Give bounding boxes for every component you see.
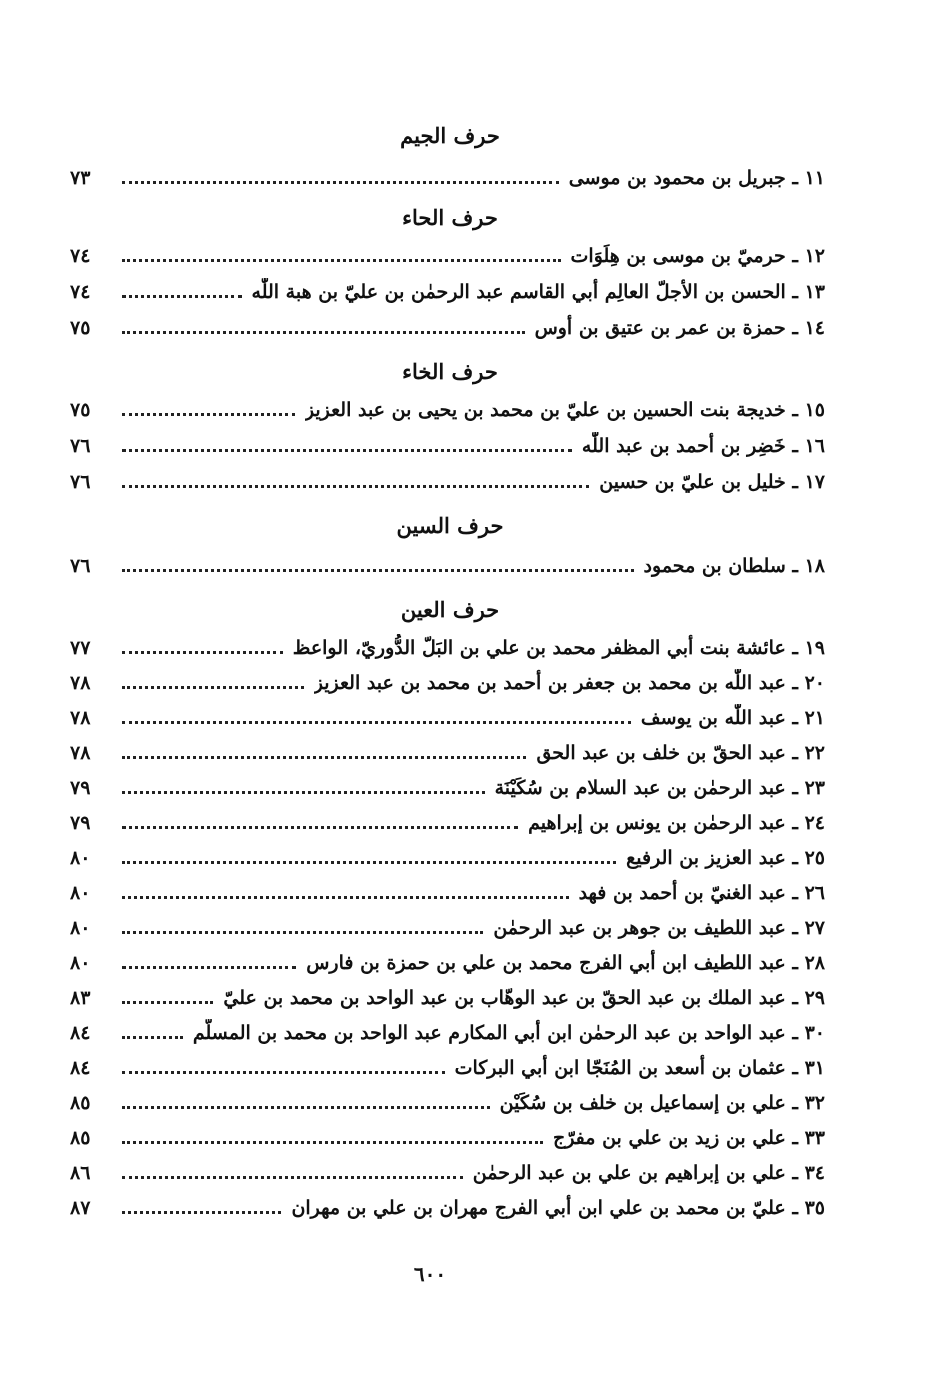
dot-leader [122, 413, 295, 416]
entry-title: ٢٥ ـ عبد العزيز بن الرفيع [626, 847, 825, 869]
entry-page-number: ٧٦ [70, 435, 91, 457]
dot-leader [122, 931, 483, 934]
dot-leader [122, 1176, 463, 1179]
index-entry [70, 702, 825, 732]
index-entry [70, 394, 825, 424]
index-entry [70, 430, 825, 460]
dot-leader [122, 651, 283, 654]
dot-leader [122, 826, 518, 829]
dot-leader [122, 331, 525, 334]
entry-page-number: ٨٤ [70, 1057, 91, 1079]
index-entry [70, 737, 825, 767]
entry-title: ٢٤ ـ عبد الرحمٰن بن يونس بن إبراهيم [528, 812, 825, 834]
entry-page-number: ٨٤ [70, 1022, 91, 1044]
dot-leader [122, 485, 589, 488]
dot-leader [122, 861, 616, 864]
dot-leader [122, 686, 304, 689]
dot-leader [122, 791, 485, 794]
index-entry [70, 162, 825, 192]
index-entry [70, 632, 825, 662]
index-entry [70, 1192, 825, 1222]
dot-leader [122, 569, 634, 572]
entry-page-number: ٨٠ [70, 952, 91, 974]
dot-leader [122, 966, 296, 969]
entry-title: ٢٦ ـ عبد الغنيّ بن أحمد بن فهد [578, 882, 825, 904]
index-entry [70, 1017, 825, 1047]
dot-leader [122, 1141, 543, 1144]
entry-page-number: ٧٦ [70, 555, 91, 577]
entry-page-number: ٧٦ [70, 471, 91, 493]
entry-title: ١٣ ـ الحسن بن الأجلّ العالِم أبي القاسم عبد الرحمٰن بن عليّ بن هبة اللّٰه [251, 281, 825, 303]
entry-page-number: ٨٦ [70, 1162, 91, 1184]
dot-leader [122, 896, 569, 899]
entry-title: ٢٠ ـ عبد اللّٰه بن محمد بن جعفر بن أحمد بن محمد بن عبد العزيز [313, 672, 825, 694]
entry-title: ٢٨ ـ عبد اللطيف ابن أبي الفرج محمد بن علي بن حمزة بن فارس [306, 952, 825, 974]
index-entry [70, 466, 825, 496]
entry-page-number: ٨٠ [70, 847, 91, 869]
entry-title: ٣٤ ـ علي بن إبراهيم بن علي بن عبد الرحمٰن [472, 1162, 825, 1184]
dot-leader [122, 1001, 213, 1004]
dot-leader [122, 756, 526, 759]
index-entry [70, 947, 825, 977]
dot-leader [122, 721, 631, 724]
entry-page-number: ٧٨ [70, 672, 91, 694]
entry-page-number: ٨٥ [70, 1092, 91, 1114]
dot-leader [122, 1106, 490, 1109]
section-heading-ha: حرف الحاء [402, 205, 498, 230]
entry-page-number: ٧٤ [70, 281, 91, 303]
entry-title: ٢٢ ـ عبد الحقّ بن خلف بن عبد الحق [536, 742, 825, 764]
index-entry [70, 1052, 825, 1082]
entry-page-number: ٨٠ [70, 917, 91, 939]
page-number: ٦٠٠ [413, 1262, 447, 1286]
entry-page-number: ٧٨ [70, 707, 91, 729]
entry-page-number: ٧٩ [70, 812, 91, 834]
dot-leader [122, 295, 242, 298]
entry-title: ٣٣ ـ علي بن زيد بن علي بن مفرّج [552, 1127, 825, 1149]
entry-page-number: ٨٧ [70, 1197, 91, 1219]
entry-page-number: ٨٠ [70, 882, 91, 904]
index-entry [70, 240, 825, 270]
index-entry [70, 550, 825, 580]
entry-title: ١٩ ـ عائشة بنت أبي المظفر محمد بن علي بن البَلّ الدُّوريّ، الواعظ [292, 637, 825, 659]
entry-title: ١٧ ـ خليل بن عليّ بن حسين [599, 471, 825, 493]
entry-title: ١٢ ـ حرميّ بن موسى بن هِلَوَات [570, 245, 825, 267]
index-entry [70, 912, 825, 942]
entry-title: ٢١ ـ عبد اللّٰه بن يوسف [640, 707, 825, 729]
entry-page-number: ٧٩ [70, 777, 91, 799]
entry-page-number: ٨٣ [70, 987, 91, 1009]
entry-title: ٢٩ ـ عبد الملك بن عبد الحقّ بن عبد الوهّاب بن عبد الواحد بن محمد بن عليّ [223, 987, 825, 1009]
index-entry [70, 1122, 825, 1152]
entry-page-number: ٧٥ [70, 317, 91, 339]
entry-title: ٢٧ ـ عبد اللطيف بن جوهر بن عبد الرحمٰن [493, 917, 825, 939]
entry-title: ٣١ ـ عثمان بن أسعد بن المُنَجّا ابن أبي البركات [454, 1057, 825, 1079]
index-entry [70, 842, 825, 872]
dot-leader [122, 1211, 281, 1214]
entry-page-number: ٧٥ [70, 399, 91, 421]
section-heading-kha: حرف الخاء [402, 359, 498, 384]
index-entry [70, 1087, 825, 1117]
entry-title: ٣٥ ـ عليّ بن محمد بن علي ابن أبي الفرج مهران بن علي بن مهران [291, 1197, 825, 1219]
index-entry [70, 276, 825, 306]
entry-title: ١١ ـ جبريل بن محمود بن موسى [568, 167, 825, 189]
section-heading-sin: حرف السين [396, 513, 504, 538]
entry-title: ١٤ ـ حمزة بن عمر بن عتيق بن أوس [534, 317, 825, 339]
index-entry [70, 772, 825, 802]
dot-leader [122, 449, 572, 452]
entry-page-number: ٧٧ [70, 637, 91, 659]
index-entry [70, 312, 825, 342]
entry-title: ١٨ ـ سلطان بن محمود [643, 555, 825, 577]
entry-title: ١٦ ـ خَضِر بن أحمد بن عبد اللّٰه [581, 435, 825, 457]
index-entry [70, 1157, 825, 1187]
dot-leader [122, 1071, 445, 1074]
dot-leader [122, 181, 559, 184]
entry-title: ١٥ ـ خديجة بنت الحسين بن عليّ بن محمد بن يحيى بن عبد العزيز [304, 399, 825, 421]
section-heading-jim: حرف الجيم [400, 123, 500, 148]
section-heading-ayn: حرف العين [400, 597, 500, 622]
dot-leader [122, 1036, 183, 1039]
entry-page-number: ٨٥ [70, 1127, 91, 1149]
entry-page-number: ٧٣ [70, 167, 91, 189]
index-entry [70, 877, 825, 907]
index-entry [70, 667, 825, 697]
entry-title: ٣٢ ـ علي بن إسماعيل بن خلف بن سُكَيْن [499, 1092, 825, 1114]
index-entry [70, 982, 825, 1012]
entry-title: ٢٣ ـ عبد الرحمٰن بن عبد السلام بن سُكَيْنَة [494, 777, 825, 799]
dot-leader [122, 259, 561, 262]
entry-page-number: ٧٨ [70, 742, 91, 764]
entry-page-number: ٧٤ [70, 245, 91, 267]
index-entry [70, 807, 825, 837]
entry-title: ٣٠ ـ عبد الواحد بن عبد الرحمٰن ابن أبي المكارم عبد الواحد بن محمد بن المسلّم [192, 1022, 825, 1044]
